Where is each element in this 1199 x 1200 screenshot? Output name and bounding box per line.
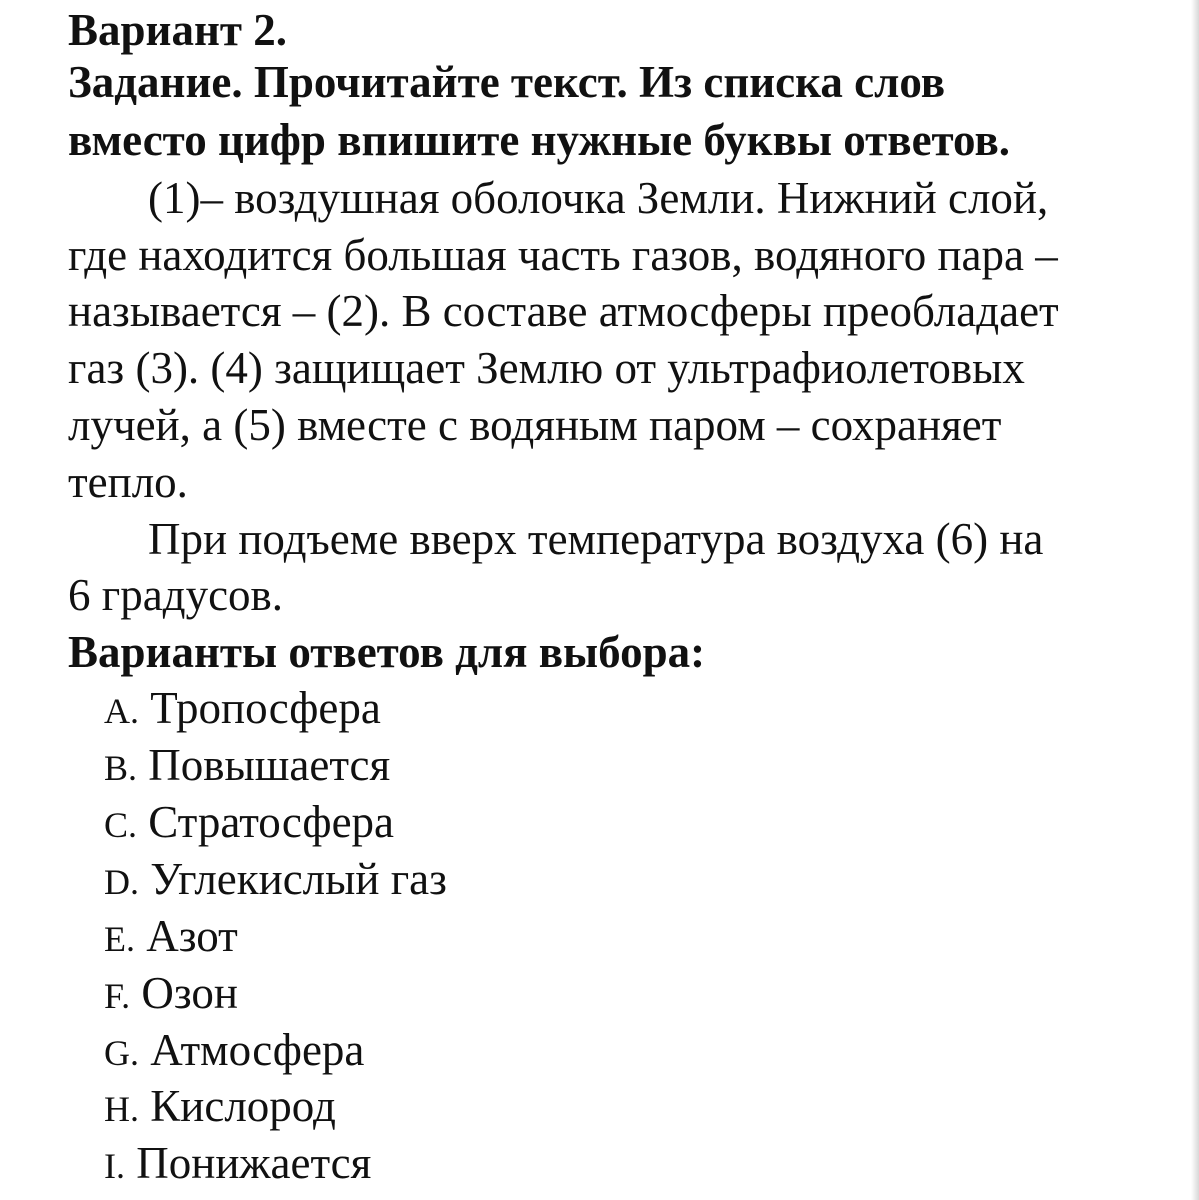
option-e bbox=[104, 908, 238, 968]
paragraph1-line-5: лучей, а (5) вместе с водяным паром – сохраняет bbox=[68, 400, 1002, 450]
paragraph1-line-4: газ (3). (4) защищает Землю от ультрафиолетовых bbox=[68, 343, 1025, 393]
option-text: Тропосфера bbox=[150, 683, 381, 733]
variant-title: Вариант 2. bbox=[68, 5, 288, 55]
option-letter: B. bbox=[104, 748, 138, 788]
paragraph1-line-1: (1)– воздушная оболочка Земли. Нижний слой, bbox=[148, 173, 1049, 223]
option-text: Озон bbox=[141, 968, 238, 1018]
option-letter: D. bbox=[104, 862, 139, 902]
option-c bbox=[104, 794, 394, 854]
task-line-1: Задание. Прочитайте текст. Из списка слов bbox=[68, 57, 946, 107]
option-letter: F. bbox=[104, 976, 131, 1016]
paragraph1-line-6: тепло. bbox=[68, 457, 188, 507]
option-h bbox=[104, 1078, 336, 1138]
paragraph1-line-2: где находится большая часть газов, водяного пара – bbox=[68, 230, 1058, 280]
option-f bbox=[104, 965, 238, 1025]
option-letter: E. bbox=[104, 919, 135, 959]
option-d bbox=[104, 851, 447, 911]
option-text: Азот bbox=[146, 911, 238, 961]
option-text: Кислород bbox=[150, 1081, 336, 1131]
option-b bbox=[104, 737, 390, 797]
option-text: Углекислый газ bbox=[150, 854, 447, 904]
option-g bbox=[104, 1022, 364, 1082]
option-letter: I. bbox=[104, 1146, 125, 1186]
option-letter: H. bbox=[104, 1089, 139, 1129]
option-letter: G. bbox=[104, 1033, 139, 1073]
option-letter: A. bbox=[104, 691, 139, 731]
option-i bbox=[104, 1135, 371, 1195]
paragraph2-line-1: При подъеме вверх температура воздуха (6) на bbox=[148, 514, 1044, 564]
task-line-2: вместо цифр впишите нужные буквы ответов. bbox=[68, 115, 1010, 165]
option-text: Стратосфера bbox=[148, 797, 395, 847]
option-text: Понижается bbox=[136, 1138, 372, 1188]
option-letter: C. bbox=[104, 805, 138, 845]
paragraph2-line-2: 6 градусов. bbox=[68, 570, 284, 620]
options-heading: Варианты ответов для выбора: bbox=[68, 627, 706, 677]
page-edge-shadow bbox=[1191, 0, 1199, 1200]
paragraph1-line-3: называется – (2). В составе атмосферы преобладает bbox=[68, 286, 1059, 336]
option-text: Повышается bbox=[148, 740, 391, 790]
option-a bbox=[104, 680, 381, 740]
option-text: Атмосфера bbox=[150, 1025, 365, 1075]
